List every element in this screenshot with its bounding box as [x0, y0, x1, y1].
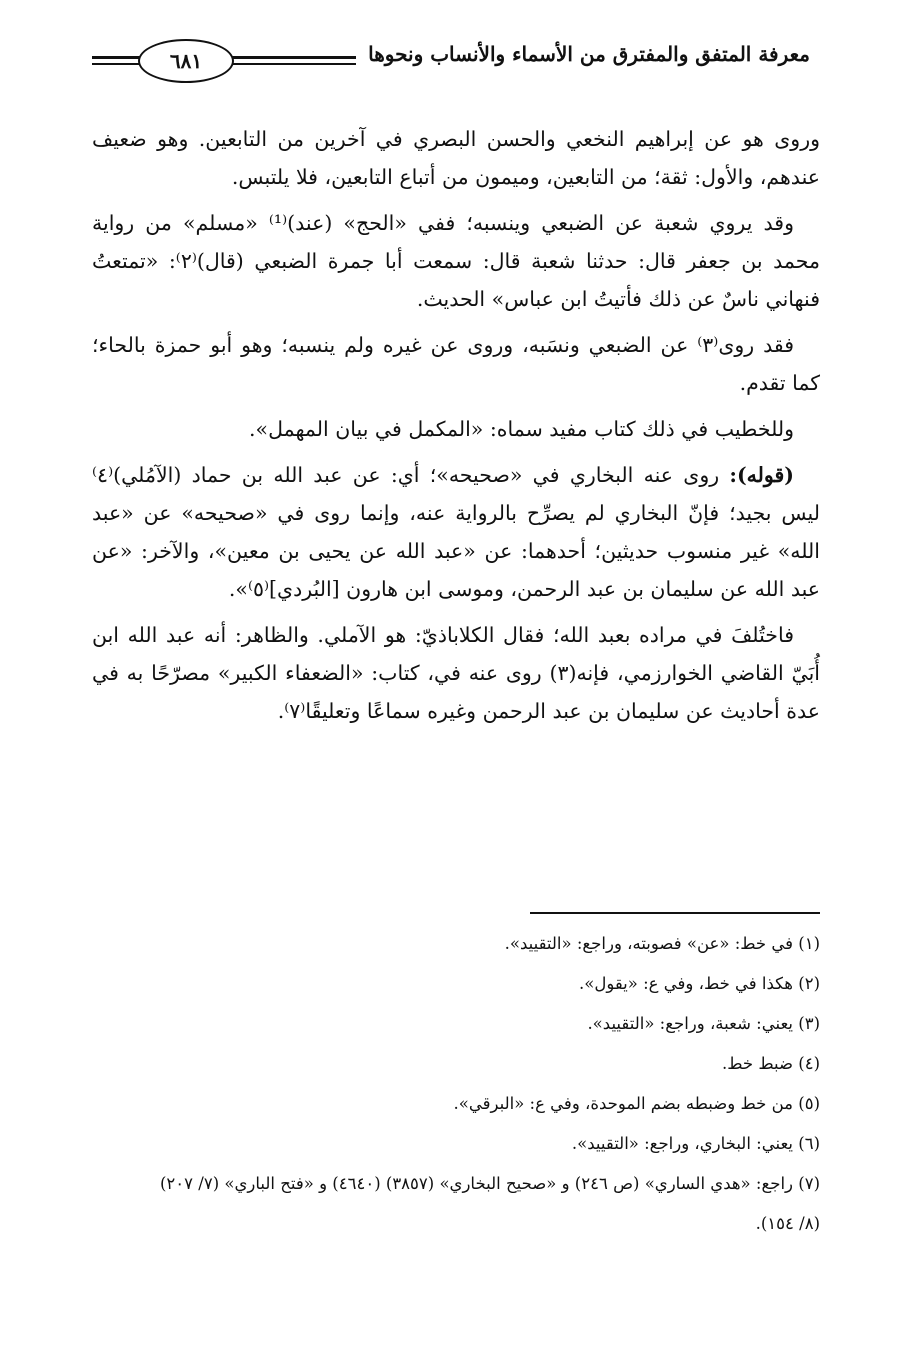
paragraph: وروى هو عن إبراهيم النخعي والحسن البصري في آخرين من التابعين. وهو ضعيف عندهم، والأول: ثقة؛ من التابعين، وميمون من أتباع التابعين، فلا يلتبس. — [92, 127, 820, 189]
footnote: (٣) يعني: شعبة، وراجع: «التقييد». — [587, 1014, 820, 1033]
main-text — [92, 120, 820, 738]
paragraph: فقد روى⁽٣⁾ عن الضبعي ونسَبه، وروى عن غيره ولم ينسبه؛ وهو أبو حمزة بالحاء؛ كما تقدم. — [92, 333, 820, 395]
footnote: (٨/ ١٥٤). — [755, 1214, 820, 1233]
footnote: (٧) راجع: «هدي الساري» (ص ٢٤٦) و «صحيح البخاري» (٣٨٥٧) (٤٦٤٠) و «فتح الباري» (٧/ ٢٠٧) — [159, 1174, 820, 1193]
keyword-label: (قوله): — [729, 463, 794, 487]
footnote: (٦) يعني: البخاري، وراجع: «التقييد». — [571, 1134, 820, 1153]
page-number: ٦٨١ — [138, 39, 234, 83]
paragraph-text: روى عنه البخاري في «صحيحه»؛ أي: عن عبد الله بن حماد (الآمُلي)⁽٤⁾ ليس بجيد؛ فإنّ البخاري لم يصرِّح بالرواية عنه، وإنما روى في «صحيحه» عن «عبد الله» غير منسوب حديثين؛ أحدهما: عن «عبد الله عن يحيى بن معين»، والآخر: «عن عبد الله عن سليمان بن عبد الرحمن، وموسى ابن هارون [البُردي]⁽٥⁾». — [92, 463, 820, 601]
running-title: معرفة المتفق والمفترق من الأسماء والأنساب ونحوها — [356, 42, 820, 66]
footnote: (٤) ضبط خط. — [722, 1054, 820, 1073]
paragraph — [92, 456, 820, 608]
footnotes — [92, 924, 820, 1244]
footnote-separator — [530, 912, 820, 914]
footnote: (٢) هكذا في خط، وفي ع: «يقول». — [578, 974, 820, 993]
paragraph: فاختُلفَ في مراده بعبد الله؛ فقال الكلاباذيّ: هو الآملي. والظاهر: أنه عبد الله ابن أُبَيّ القاضي الخوارزمي، فإنه(٣) روى عنه في، كتاب: «الضعفاء الكبير» مصرّحًا به في عدة أحاديث عن سليمان بن عبد الرحمن وغيره سماعًا وتعليقًا⁽٧⁾. — [92, 623, 820, 723]
footnote: (٥) من خط وضبطه بضم الموحدة، وفي ع: «البرقي». — [453, 1094, 820, 1113]
footnote: (١) في خط: «عن» فصوبته، وراجع: «التقييد». — [504, 934, 820, 953]
paragraph: وللخطيب في ذلك كتاب مفيد سماه: «المكمل في بيان المهمل». — [249, 417, 794, 441]
running-header — [92, 36, 820, 86]
paragraph: وقد يروي شعبة عن الضبعي وينسبه؛ ففي «الحج» (عند)⁽¹⁾ «مسلم» من رواية محمد بن جعفر قال: حدثنا شعبة قال: سمعت أبا جمرة الضبعي (قال)⁽٢⁾: «تمتعتُ فنهاني ناسٌ عن ذلك فأتيتُ ابن عباس» الحديث. — [92, 211, 820, 311]
